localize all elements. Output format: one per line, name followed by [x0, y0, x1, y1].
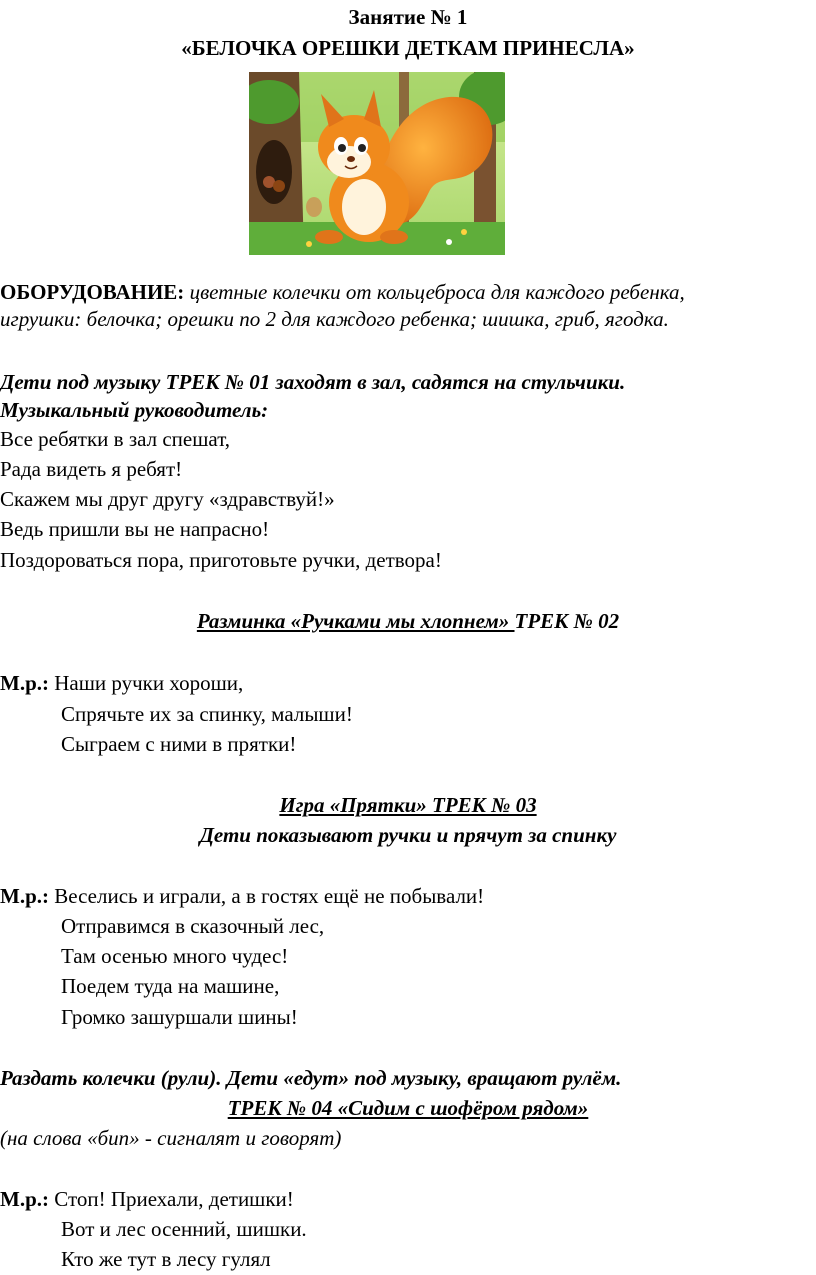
verse-line: Веселись и играли, а в гостях ещё не побывали!	[49, 884, 485, 908]
verse-line: Кто же тут в лесу гулял	[61, 1247, 271, 1271]
verse-line: Поздороваться пора, приготовьте ручки, детвора!	[0, 548, 442, 572]
warmup-verse-first	[0, 670, 243, 696]
verse-line: Отправимся в сказочный лес,	[61, 914, 325, 938]
journey-verse-first	[0, 883, 484, 909]
warmup-heading	[0, 608, 816, 634]
intro-direction: Дети под музыку ТРЕК № 01 заходят в зал, садятся на стульчики.	[0, 370, 626, 394]
arrival-verse-first	[0, 1186, 294, 1212]
lesson-number: Занятие № 1	[348, 5, 468, 29]
equipment-line-2: игрушки: белочка; орешки по 2 для каждого ребенка; шишка, гриб, ягодка.	[0, 307, 669, 331]
verse-line: Вот и лес осенний, шишки.	[61, 1217, 307, 1241]
verse-line: Сыграем с ними в прятки!	[61, 732, 297, 756]
verse-line: Все ребятки в зал спешат,	[0, 427, 231, 451]
verse-line: Там осенью много чудес!	[61, 944, 289, 968]
verse-line: Спрячьте их за спинку, малыши!	[61, 702, 353, 726]
speaker-heading: Музыкальный руководитель:	[0, 398, 269, 422]
warmup-title: Разминка «Ручками мы хлопнем»	[196, 609, 515, 633]
speaker-label: М.р.:	[0, 884, 49, 908]
drive-track: ТРЕК № 04 «Сидим с шофёром рядом»	[227, 1096, 589, 1120]
drive-direction: Раздать колечки (рули). Дети «едут» под музыку, вращают рулём.	[0, 1066, 622, 1090]
verse-line: Громко зашуршали шины!	[61, 1005, 298, 1029]
game-title: Игра «Прятки» ТРЕК № 03	[279, 793, 537, 817]
speaker-label: М.р.:	[0, 1187, 49, 1211]
verse-line: Ведь пришли вы не напрасно!	[0, 517, 270, 541]
speaker-label: М.р.:	[0, 671, 49, 695]
squirrel-illustration	[249, 72, 505, 255]
verse-line: Скажем мы друг другу «здравствуй!»	[0, 487, 335, 511]
lesson-title: «БЕЛОЧКА ОРЕШКИ ДЕТКАМ ПРИНЕСЛА»	[181, 36, 635, 60]
drive-note: (на слова «бип» - сигналят и говорят)	[0, 1126, 342, 1150]
verse-line: Поедем туда на машине,	[61, 974, 280, 998]
verse-line: Наши ручки хороши,	[49, 671, 244, 695]
equipment-line-1	[0, 279, 685, 305]
verse-line: Рада видеть я ребят!	[0, 457, 183, 481]
equipment-text: цветные колечки от кольцеброса для каждого ребенка,	[184, 280, 685, 304]
equipment-label: ОБОРУДОВАНИЕ:	[0, 280, 185, 304]
warmup-track: ТРЕК № 02	[514, 609, 620, 633]
verse-line: Стоп! Приехали, детишки!	[49, 1187, 294, 1211]
game-direction: Дети показывают ручки и прячут за спинку	[199, 823, 617, 847]
